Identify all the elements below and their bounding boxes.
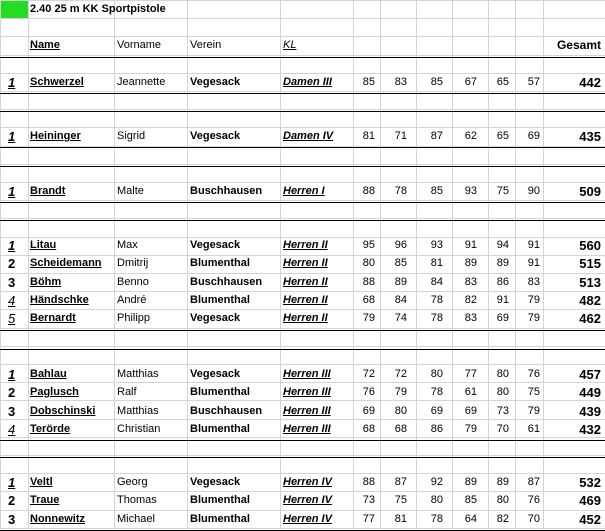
name-cell: Paglusch bbox=[30, 386, 79, 398]
kl-cell: Herren II bbox=[283, 257, 328, 269]
score-cell: 92 bbox=[430, 476, 443, 488]
score-cell: 82 bbox=[464, 294, 477, 306]
vorname-cell: Ralf bbox=[117, 386, 137, 398]
row-gridline bbox=[0, 364, 605, 365]
name-cell: Schwerzel bbox=[30, 76, 84, 88]
score-cell: 78 bbox=[394, 185, 407, 197]
name-cell: Veltl bbox=[30, 476, 53, 488]
row-gridline bbox=[0, 528, 605, 529]
name-cell: Traue bbox=[30, 494, 60, 506]
vorname-cell: Matthias bbox=[117, 368, 159, 380]
group-separator bbox=[0, 57, 605, 58]
score-cell: 69 bbox=[527, 130, 540, 142]
score-cell: 94 bbox=[496, 239, 509, 251]
row-gridline bbox=[0, 200, 605, 201]
score-cell: 65 bbox=[496, 130, 509, 142]
score-cell: 80 bbox=[496, 368, 509, 380]
group-separator bbox=[0, 440, 605, 441]
kl-cell: Herren II bbox=[283, 312, 328, 324]
row-gridline bbox=[0, 164, 605, 165]
score-cell: 69 bbox=[496, 312, 509, 324]
header-gesamt: Gesamt bbox=[556, 38, 601, 52]
vorname-cell: Michael bbox=[117, 513, 155, 525]
name-cell: Bahlau bbox=[30, 368, 67, 380]
score-cell: 78 bbox=[430, 513, 443, 525]
score-cell: 87 bbox=[430, 130, 443, 142]
score-cell: 89 bbox=[496, 257, 509, 269]
verein-cell: Buschhausen bbox=[190, 276, 263, 288]
score-cell: 93 bbox=[430, 239, 443, 251]
kl-cell: Damen III bbox=[283, 76, 332, 88]
kl-cell: Damen IV bbox=[283, 130, 334, 142]
row-gridline bbox=[0, 91, 605, 92]
highlight-cell bbox=[1, 1, 28, 18]
score-cell: 88 bbox=[362, 276, 375, 288]
rank-cell: 3 bbox=[8, 404, 16, 419]
name-cell: Böhm bbox=[30, 276, 62, 288]
verein-cell: Blumenthal bbox=[190, 513, 250, 525]
score-cell: 71 bbox=[394, 130, 407, 142]
score-cell: 80 bbox=[430, 494, 443, 506]
total-cell: 482 bbox=[579, 293, 601, 308]
score-cell: 72 bbox=[362, 368, 375, 380]
kl-cell: Herren II bbox=[283, 294, 328, 306]
total-cell: 509 bbox=[579, 184, 601, 199]
score-cell: 79 bbox=[527, 405, 540, 417]
score-cell: 73 bbox=[496, 405, 509, 417]
score-cell: 89 bbox=[464, 476, 477, 488]
score-cell: 88 bbox=[362, 185, 375, 197]
total-cell: 457 bbox=[579, 367, 601, 382]
name-cell: Nonnewitz bbox=[30, 513, 85, 525]
score-cell: 90 bbox=[527, 185, 540, 197]
score-cell: 79 bbox=[527, 294, 540, 306]
name-cell: Dobschinski bbox=[30, 405, 96, 417]
total-cell: 442 bbox=[579, 75, 601, 90]
score-cell: 69 bbox=[362, 405, 375, 417]
score-cell: 75 bbox=[496, 185, 509, 197]
score-cell: 84 bbox=[394, 294, 407, 306]
score-cell: 61 bbox=[527, 423, 540, 435]
kl-cell: Herren IV bbox=[283, 476, 332, 488]
row-gridline bbox=[0, 18, 605, 19]
name-cell: Händschke bbox=[30, 294, 89, 306]
verein-cell: Blumenthal bbox=[190, 257, 250, 269]
score-cell: 68 bbox=[362, 423, 375, 435]
rank-cell: 4 bbox=[8, 422, 16, 437]
verein-cell: Vegesack bbox=[190, 239, 241, 251]
row-gridline bbox=[0, 218, 605, 219]
score-cell: 78 bbox=[430, 386, 443, 398]
row-gridline bbox=[0, 36, 605, 37]
column-gridline bbox=[187, 0, 188, 530]
rank-cell: 1 bbox=[8, 75, 16, 90]
kl-cell: Herren III bbox=[283, 423, 331, 435]
group-separator bbox=[0, 349, 605, 350]
verein-cell: Vegesack bbox=[190, 312, 241, 324]
row-gridline bbox=[0, 328, 605, 329]
score-cell: 67 bbox=[464, 76, 477, 88]
row-gridline bbox=[0, 55, 605, 56]
kl-cell: Herren III bbox=[283, 368, 331, 380]
rank-cell: 1 bbox=[8, 184, 16, 199]
total-cell: 432 bbox=[579, 422, 601, 437]
rank-cell: 1 bbox=[8, 367, 16, 382]
verein-cell: Buschhausen bbox=[190, 405, 263, 417]
score-cell: 82 bbox=[496, 513, 509, 525]
verein-cell: Blumenthal bbox=[190, 494, 250, 506]
score-cell: 85 bbox=[430, 76, 443, 88]
score-cell: 81 bbox=[394, 513, 407, 525]
rank-cell: 1 bbox=[8, 238, 16, 253]
total-cell: 439 bbox=[579, 404, 601, 419]
score-cell: 83 bbox=[394, 76, 407, 88]
score-cell: 80 bbox=[496, 386, 509, 398]
verein-cell: Blumenthal bbox=[190, 386, 250, 398]
score-cell: 89 bbox=[394, 276, 407, 288]
kl-cell: Herren II bbox=[283, 239, 328, 251]
vorname-cell: Benno bbox=[117, 276, 149, 288]
score-cell: 89 bbox=[496, 476, 509, 488]
score-cell: 81 bbox=[362, 130, 375, 142]
score-cell: 89 bbox=[464, 257, 477, 269]
score-cell: 78 bbox=[430, 312, 443, 324]
group-separator bbox=[0, 147, 605, 148]
total-cell: 469 bbox=[579, 493, 601, 508]
score-cell: 91 bbox=[464, 239, 477, 251]
column-gridline bbox=[28, 0, 29, 530]
group-separator bbox=[0, 330, 605, 331]
rank-cell: 3 bbox=[8, 275, 16, 290]
kl-cell: Herren III bbox=[283, 386, 331, 398]
score-cell: 80 bbox=[430, 368, 443, 380]
score-cell: 91 bbox=[496, 294, 509, 306]
name-cell: Litau bbox=[30, 239, 57, 251]
rank-cell: 2 bbox=[8, 256, 16, 271]
score-cell: 83 bbox=[464, 276, 477, 288]
vorname-cell: Max bbox=[117, 239, 138, 251]
rank-cell: 4 bbox=[8, 293, 16, 308]
score-cell: 69 bbox=[464, 405, 477, 417]
score-cell: 76 bbox=[362, 386, 375, 398]
name-cell: Bernardt bbox=[30, 312, 76, 324]
score-cell: 73 bbox=[362, 494, 375, 506]
row-gridline bbox=[0, 346, 605, 347]
score-cell: 70 bbox=[496, 423, 509, 435]
score-cell: 81 bbox=[430, 257, 443, 269]
score-cell: 61 bbox=[464, 386, 477, 398]
score-cell: 87 bbox=[394, 476, 407, 488]
score-cell: 57 bbox=[527, 76, 540, 88]
vorname-cell: Jeannette bbox=[117, 76, 166, 88]
row-gridline bbox=[0, 109, 605, 110]
total-cell: 452 bbox=[579, 512, 601, 527]
score-cell: 95 bbox=[362, 239, 375, 251]
verein-cell: Vegesack bbox=[190, 76, 241, 88]
column-gridline bbox=[114, 0, 115, 530]
vorname-cell: Matthias bbox=[117, 405, 159, 417]
score-cell: 77 bbox=[464, 368, 477, 380]
score-cell: 85 bbox=[362, 76, 375, 88]
score-cell: 78 bbox=[430, 294, 443, 306]
verein-cell: Buschhausen bbox=[190, 185, 263, 197]
vorname-cell: André bbox=[117, 294, 147, 306]
total-cell: 435 bbox=[579, 129, 601, 144]
verein-cell: Vegesack bbox=[190, 368, 241, 380]
group-separator bbox=[0, 220, 605, 221]
name-cell: Brandt bbox=[30, 185, 66, 197]
vorname-cell: Thomas bbox=[117, 494, 157, 506]
rank-cell: 1 bbox=[8, 475, 16, 490]
score-cell: 62 bbox=[464, 130, 477, 142]
score-cell: 68 bbox=[362, 294, 375, 306]
score-cell: 91 bbox=[527, 239, 540, 251]
score-cell: 91 bbox=[527, 257, 540, 269]
vorname-cell: Christian bbox=[117, 423, 161, 435]
score-cell: 76 bbox=[527, 368, 540, 380]
vorname-cell: Dmitrij bbox=[117, 257, 149, 269]
header-name: Name bbox=[30, 39, 60, 51]
total-cell: 532 bbox=[579, 475, 601, 490]
header-verein: Verein bbox=[190, 39, 222, 51]
score-cell: 87 bbox=[527, 476, 540, 488]
name-cell: Terörde bbox=[30, 423, 71, 435]
vorname-cell: Malte bbox=[117, 185, 144, 197]
score-cell: 80 bbox=[496, 494, 509, 506]
vorname-cell: Philipp bbox=[117, 312, 151, 324]
score-cell: 86 bbox=[496, 276, 509, 288]
header-vorname: Vorname bbox=[117, 39, 162, 51]
score-cell: 85 bbox=[430, 185, 443, 197]
vorname-cell: Georg bbox=[117, 476, 148, 488]
score-cell: 79 bbox=[527, 312, 540, 324]
score-cell: 83 bbox=[527, 276, 540, 288]
score-cell: 85 bbox=[464, 494, 477, 506]
score-cell: 74 bbox=[394, 312, 407, 324]
name-cell: Scheidemann bbox=[30, 257, 102, 269]
score-cell: 79 bbox=[394, 386, 407, 398]
group-separator bbox=[0, 457, 605, 458]
total-cell: 560 bbox=[579, 238, 601, 253]
group-separator bbox=[0, 93, 605, 94]
kl-cell: Herren III bbox=[283, 405, 331, 417]
score-cell: 75 bbox=[394, 494, 407, 506]
score-cell: 96 bbox=[394, 239, 407, 251]
score-cell: 76 bbox=[527, 494, 540, 506]
kl-cell: Herren IV bbox=[283, 513, 332, 525]
row-gridline bbox=[0, 455, 605, 456]
score-cell: 80 bbox=[362, 257, 375, 269]
rank-cell: 2 bbox=[8, 385, 16, 400]
vorname-cell: Sigrid bbox=[117, 130, 146, 142]
score-cell: 68 bbox=[394, 423, 407, 435]
rank-cell: 3 bbox=[8, 512, 16, 527]
score-cell: 77 bbox=[362, 513, 375, 525]
column-gridline bbox=[0, 0, 1, 530]
rank-cell: 1 bbox=[8, 129, 16, 144]
total-cell: 462 bbox=[579, 311, 601, 326]
header-kl: KL bbox=[283, 39, 297, 51]
score-cell: 70 bbox=[527, 513, 540, 525]
group-separator bbox=[0, 202, 605, 203]
name-cell: Heininger bbox=[30, 130, 81, 142]
score-cell: 86 bbox=[430, 423, 443, 435]
rank-cell: 2 bbox=[8, 493, 16, 508]
score-cell: 84 bbox=[430, 276, 443, 288]
group-separator bbox=[0, 166, 605, 167]
rank-cell: 5 bbox=[8, 311, 16, 326]
score-cell: 65 bbox=[496, 76, 509, 88]
verein-cell: Vegesack bbox=[190, 130, 241, 142]
total-cell: 513 bbox=[579, 275, 601, 290]
sheet-title: 2.40 25 m KK Sportpistole bbox=[30, 3, 166, 15]
kl-cell: Herren II bbox=[283, 276, 328, 288]
total-cell: 515 bbox=[579, 256, 601, 271]
kl-cell: Herren IV bbox=[283, 494, 332, 506]
score-cell: 93 bbox=[464, 185, 477, 197]
group-separator bbox=[0, 111, 605, 112]
kl-cell: Herren I bbox=[283, 185, 325, 197]
verein-cell: Blumenthal bbox=[190, 294, 250, 306]
column-gridline bbox=[280, 0, 281, 530]
verein-cell: Vegesack bbox=[190, 476, 241, 488]
score-cell: 83 bbox=[464, 312, 477, 324]
score-cell: 69 bbox=[430, 405, 443, 417]
score-cell: 80 bbox=[394, 405, 407, 417]
score-cell: 79 bbox=[362, 312, 375, 324]
score-cell: 79 bbox=[464, 423, 477, 435]
verein-cell: Blumenthal bbox=[190, 423, 250, 435]
score-cell: 75 bbox=[527, 386, 540, 398]
score-cell: 72 bbox=[394, 368, 407, 380]
score-cell: 64 bbox=[464, 513, 477, 525]
score-cell: 88 bbox=[362, 476, 375, 488]
total-cell: 449 bbox=[579, 385, 601, 400]
score-cell: 85 bbox=[394, 257, 407, 269]
